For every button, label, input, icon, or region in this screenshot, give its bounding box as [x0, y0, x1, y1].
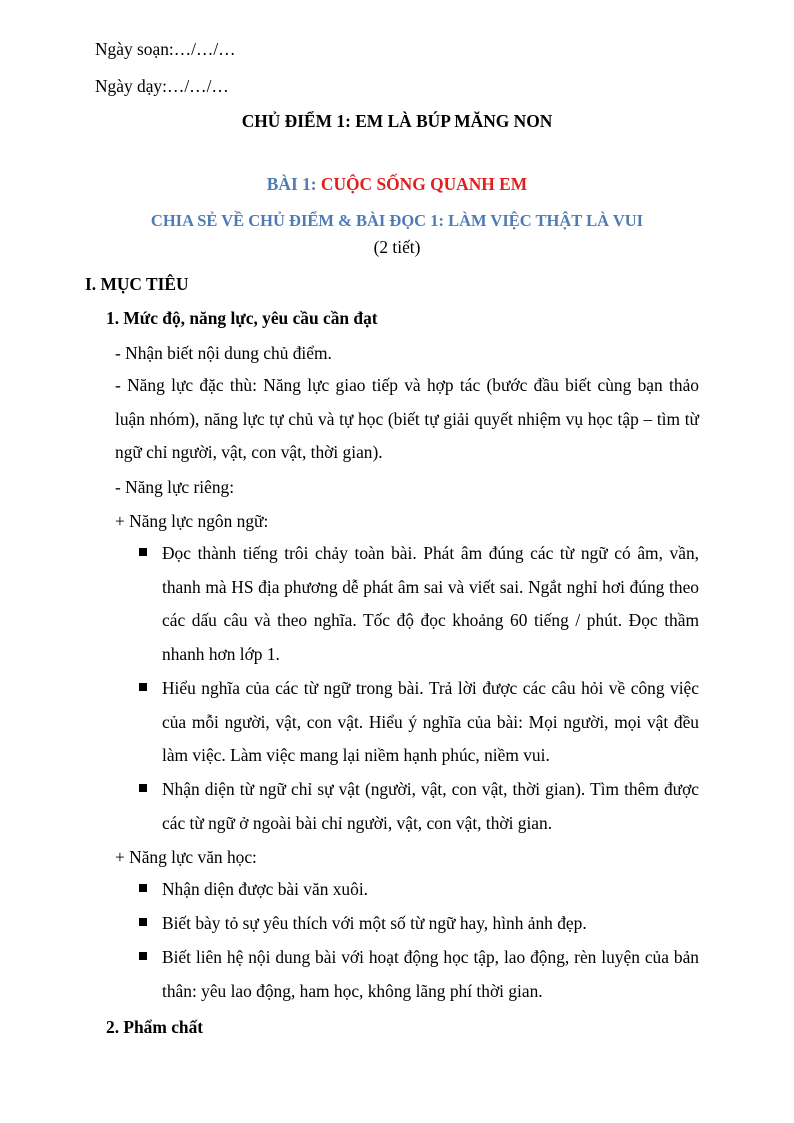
subsection-heading-competencies: 1. Mức độ, năng lực, yêu cầu cần đạt [106, 308, 378, 328]
bullet-square-icon [139, 548, 147, 556]
language-competency-heading: + Năng lực ngôn ngữ: [115, 511, 269, 531]
paragraph-specific-competency: - Năng lực đặc thù: Năng lực giao tiếp và hợp tác (bước đầu biết cùng bạn thảo luận nhóm), năng lực tự chủ và tự học (biết tự giải quyết nhiệm vụ học tập – tìm từ ngữ chỉ người, vật, con vật, thời gian). [115, 375, 699, 462]
lesson-periods: (2 tiết) [373, 237, 421, 257]
bullet-square-icon [139, 784, 147, 792]
subsection-heading-qualities: 2. Phẩm chất [106, 1017, 204, 1037]
bullet-square-icon [139, 918, 147, 926]
lesson-name: CUỘC SỐNG QUANH EM [320, 174, 528, 194]
literature-competency-heading: + Năng lực văn học: [115, 847, 257, 867]
teach-date: Ngày dạy:…/…/… [95, 76, 229, 96]
paragraph-own-competency: - Năng lực riêng: [115, 477, 235, 497]
lesson-subtitle: CHIA SẺ VỀ CHỦ ĐIỂM & BÀI ĐỌC 1: LÀM VIỆC THẬT LÀ VUI [150, 211, 644, 230]
theme-title: CHỦ ĐIỂM 1: EM LÀ BÚP MĂNG NON [241, 111, 553, 131]
language-item-reading: Đọc thành tiếng trôi chảy toàn bài. Phát âm đúng các từ ngữ có âm, vần, thanh mà HS địa phương dễ phát âm sai và viết sai. Ngắt nghỉ hơi đúng theo các dấu câu và theo nghĩa. Tốc độ đọc khoảng 60 tiếng / phút. Đọc thầm nhanh hơn lớp 1. [162, 543, 699, 664]
language-item-vocabulary: Nhận diện từ ngữ chỉ sự vật (người, vật, con vật, thời gian). Tìm thêm được các từ ngữ ở ngoài bài chỉ người, vật, con vật, thời gian. [162, 779, 699, 833]
section-heading-objectives: I. MỤC TIÊU [85, 274, 189, 294]
paragraph-theme-recognition: - Nhận biết nội dung chủ điểm. [115, 343, 332, 363]
literature-item-prose: Nhận diện được bài văn xuôi. [162, 879, 369, 899]
prep-date: Ngày soạn:…/…/… [95, 39, 236, 59]
bullet-square-icon [139, 884, 147, 892]
literature-item-connection: Biết liên hệ nội dung bài với hoạt động học tập, lao động, rèn luyện của bản thân: yêu lao động, ham học, không lãng phí thời gian. [162, 947, 699, 1001]
lesson-title [0, 173, 794, 195]
literature-item-expression: Biết bày tỏ sự yêu thích với một số từ ngữ hay, hình ảnh đẹp. [162, 913, 587, 933]
bullet-square-icon [139, 952, 147, 960]
lesson-prefix: BÀI 1: [266, 174, 321, 194]
bullet-square-icon [139, 683, 147, 691]
language-item-comprehension: Hiểu nghĩa của các từ ngữ trong bài. Trả lời được các câu hỏi về công việc của mỗi người, vật, con vật. Hiểu ý nghĩa của bài: Mọi người, mọi vật đều làm việc. Làm việc mang lại niềm hạnh phúc, niềm vui. [162, 678, 699, 765]
